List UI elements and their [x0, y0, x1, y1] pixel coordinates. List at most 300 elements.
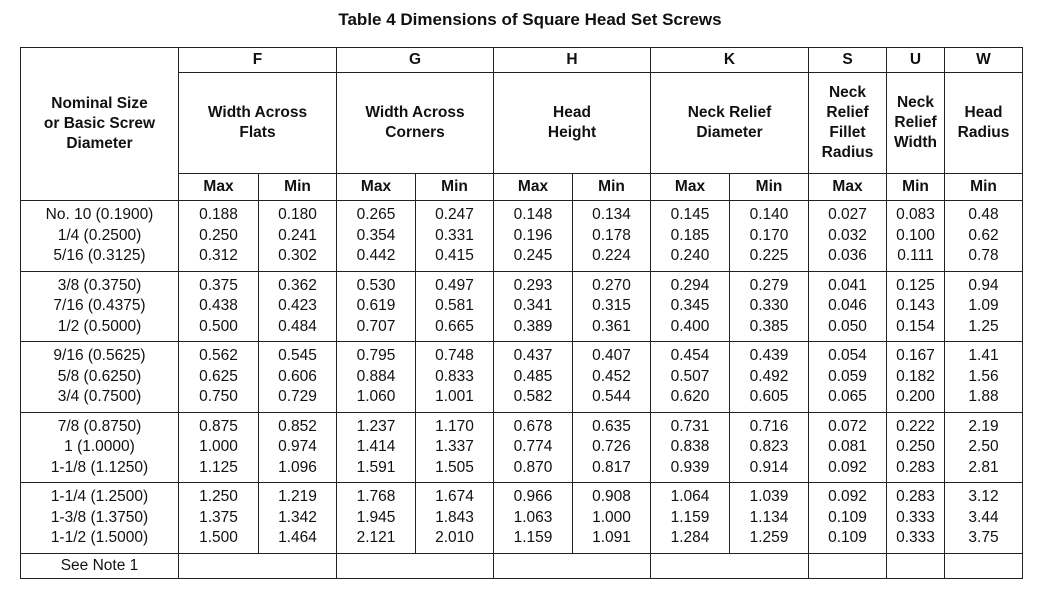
- value-cell: [179, 483, 259, 554]
- column-description-line: Relief: [826, 104, 869, 121]
- table-value: 0.182: [896, 367, 935, 385]
- value-cell: [730, 412, 809, 483]
- table-value: 0.224: [592, 247, 631, 264]
- column-description-k: [651, 73, 809, 174]
- value-cell: [945, 271, 1023, 342]
- table-value: 0.027: [828, 206, 867, 223]
- table-value: 0.562: [199, 347, 238, 364]
- table-value: 0.620: [670, 388, 710, 405]
- column-description-line: Corners: [385, 124, 445, 141]
- table-row-group: [21, 483, 1023, 554]
- note-cell: See Note 1: [21, 553, 179, 578]
- value-cell: [945, 483, 1023, 554]
- table-value: 1.41: [968, 347, 999, 364]
- column-description-line: Height: [547, 124, 597, 141]
- value-cell: [259, 342, 337, 413]
- note-empty-cell: [945, 553, 1023, 578]
- table-value: 1.000: [199, 438, 238, 455]
- value-cell: [494, 201, 573, 272]
- table-value: 0.484: [278, 317, 317, 335]
- table-value: 0.222: [896, 417, 935, 435]
- column-description-line: Neck: [896, 94, 935, 111]
- table-value: 0.196: [513, 226, 553, 244]
- value-cell: [730, 201, 809, 272]
- column-description-line: Neck Relief: [687, 104, 772, 121]
- note-empty-cell: [651, 553, 809, 578]
- table-value: 0.100: [896, 226, 935, 244]
- table-value: 0.497: [435, 276, 474, 294]
- table-value: 0.140: [749, 206, 789, 223]
- table-value: 3.12: [968, 488, 999, 505]
- diameter-header-line: Diameter: [66, 135, 133, 152]
- column-letter-f: F: [179, 48, 337, 73]
- table-value: 0.385: [749, 317, 789, 335]
- column-description-g: [337, 73, 494, 174]
- table-value: 1.375: [199, 508, 238, 526]
- value-cell: [179, 342, 259, 413]
- table-value: 0.625: [199, 367, 238, 385]
- diameter-value: 3/8 (0.3750): [57, 276, 142, 294]
- table-value: 1.125: [199, 458, 238, 476]
- column-f-min-header: Min: [259, 174, 337, 201]
- diameter-cell: [21, 412, 179, 483]
- column-description-line: Relief: [894, 114, 937, 131]
- table-value: 1.170: [435, 417, 474, 435]
- table-value: 1.284: [670, 529, 710, 546]
- table-row-group: [21, 342, 1023, 413]
- table-value: 0.125: [896, 276, 935, 294]
- diameter-value: 5/16 (0.3125): [53, 247, 146, 264]
- table-value: 0.838: [670, 438, 710, 455]
- note-empty-cell: [887, 553, 945, 578]
- table-value: 0.245: [513, 247, 553, 264]
- column-letter-k: K: [651, 48, 809, 73]
- column-description-line: Width Across: [365, 104, 465, 121]
- value-cell: [259, 483, 337, 554]
- value-cell: [730, 342, 809, 413]
- value-cell: [416, 412, 494, 483]
- table-value: 1.843: [435, 508, 474, 526]
- value-cell: [573, 271, 651, 342]
- value-cell: [337, 483, 416, 554]
- table-value: 0.530: [356, 276, 396, 294]
- diameter-value: 1/2 (0.5000): [57, 317, 142, 335]
- table-value: 0.109: [828, 529, 867, 546]
- table-value: 0.678: [513, 417, 553, 435]
- diameter-value: 7/8 (0.8750): [57, 417, 142, 435]
- table-value: 0.050: [828, 317, 867, 335]
- value-cell: [809, 342, 887, 413]
- table-value: 0.665: [435, 317, 474, 335]
- value-cell: [945, 412, 1023, 483]
- diameter-cell: [21, 342, 179, 413]
- value-cell: [809, 412, 887, 483]
- column-k-max-header: Max: [651, 174, 730, 201]
- table-value: 1.342: [278, 508, 317, 526]
- value-cell: [416, 271, 494, 342]
- table-value: 0.362: [278, 276, 317, 294]
- table-value: 1.09: [968, 297, 999, 314]
- table-value: 1.25: [968, 317, 999, 335]
- table-value: 0.62: [968, 226, 999, 244]
- table-value: 0.333: [896, 529, 935, 546]
- table-value: 0.265: [356, 206, 396, 223]
- table-value: 0.823: [749, 438, 789, 455]
- table-value: 1.56: [968, 367, 999, 385]
- table-value: 0.111: [897, 247, 934, 264]
- diameter-header-line: Nominal Size: [51, 95, 148, 112]
- column-f-max-header: Max: [179, 174, 259, 201]
- table-value: 0.302: [278, 247, 317, 264]
- value-cell: [337, 201, 416, 272]
- table-row-group: [21, 271, 1023, 342]
- value-cell: [573, 483, 651, 554]
- column-letter-u: U: [887, 48, 945, 73]
- table-value: 0.092: [828, 458, 867, 476]
- column-k-min-header: Min: [730, 174, 809, 201]
- header-letter-row: [21, 48, 1023, 73]
- table-value: 0.507: [670, 367, 710, 385]
- table-value: 2.010: [435, 529, 474, 546]
- table-value: 0.908: [592, 488, 631, 505]
- table-value: 1.091: [592, 529, 631, 546]
- table-value: 1.88: [968, 388, 999, 405]
- column-h-min-header: Min: [573, 174, 651, 201]
- table-value: 0.442: [356, 247, 396, 264]
- diameter-value: No. 10 (0.1900): [45, 206, 154, 223]
- table-value: 0.240: [670, 247, 710, 264]
- table-value: 0.283: [896, 488, 935, 505]
- table-value: 0.748: [435, 347, 474, 364]
- column-w-min-header: Min: [945, 174, 1023, 201]
- column-description-h: [494, 73, 651, 174]
- diameter-value: 3/4 (0.7500): [57, 388, 142, 405]
- value-cell: [651, 271, 730, 342]
- table-value: 0.361: [592, 317, 631, 335]
- table-value: 0.154: [896, 317, 935, 335]
- table-value: 0.635: [592, 417, 631, 435]
- table-value: 0.94: [968, 276, 999, 294]
- table-value: 0.134: [592, 206, 631, 223]
- column-s-max-header: Max: [809, 174, 887, 201]
- value-cell: [337, 412, 416, 483]
- table-value: 0.375: [199, 276, 238, 294]
- diameter-cell: [21, 271, 179, 342]
- column-h-max-header: Max: [494, 174, 573, 201]
- table-value: 0.178: [592, 226, 631, 244]
- table-value: 1.250: [199, 488, 238, 505]
- table-value: 0.500: [199, 317, 238, 335]
- column-u-min-header: Min: [887, 174, 945, 201]
- value-cell: [809, 271, 887, 342]
- value-cell: [945, 201, 1023, 272]
- table-value: 0.333: [896, 508, 935, 526]
- table-value: 1.096: [278, 458, 317, 476]
- table-value: 0.148: [513, 206, 553, 223]
- table-value: 1.591: [356, 458, 396, 476]
- table-value: 0.279: [749, 276, 789, 294]
- column-description-u: [887, 73, 945, 174]
- table-value: 3.75: [968, 529, 999, 546]
- table-value: 0.939: [670, 458, 710, 476]
- value-cell: [494, 483, 573, 554]
- column-description-line: Width: [894, 134, 937, 151]
- column-description-f: [179, 73, 337, 174]
- value-cell: [179, 412, 259, 483]
- table-value: 0.966: [513, 488, 553, 505]
- table-value: 0.167: [896, 347, 935, 364]
- value-cell: [730, 271, 809, 342]
- table-value: 0.78: [968, 247, 999, 264]
- value-cell: [651, 342, 730, 413]
- table-value: 0.225: [749, 247, 789, 264]
- table-value: 0.726: [592, 438, 631, 455]
- table-value: 0.046: [828, 297, 867, 314]
- value-cell: [416, 342, 494, 413]
- table-value: 0.312: [199, 247, 238, 264]
- table-value: 0.492: [749, 367, 789, 385]
- table-value: 0.315: [592, 297, 631, 314]
- value-cell: [887, 271, 945, 342]
- table-value: 2.50: [968, 438, 999, 455]
- column-letter-g: G: [337, 48, 494, 73]
- table-value: 0.729: [278, 388, 317, 405]
- table-value: 0.250: [896, 438, 935, 455]
- value-cell: [179, 271, 259, 342]
- value-cell: [259, 412, 337, 483]
- table-value: 0.059: [828, 367, 867, 385]
- value-cell: [573, 201, 651, 272]
- table-value: 1.001: [435, 388, 474, 405]
- table-value: 0.072: [828, 417, 867, 435]
- value-cell: [945, 342, 1023, 413]
- value-cell: [651, 201, 730, 272]
- table-value: 0.247: [435, 206, 474, 223]
- column-description-line: Radius: [821, 144, 874, 161]
- column-description-line: Fillet: [829, 124, 866, 141]
- table-value: 0.083: [896, 206, 935, 223]
- table-value: 0.750: [199, 388, 238, 405]
- table-value: 0.407: [592, 347, 631, 364]
- table-value: 1.063: [513, 508, 553, 526]
- table-title: Table 4 Dimensions of Square Head Set Screws: [338, 10, 722, 29]
- column-description-line: Head: [964, 104, 1003, 121]
- diameter-value: 7/16 (0.4375): [53, 297, 146, 314]
- table-value: 1.945: [356, 508, 396, 526]
- table-value: 1.337: [435, 438, 474, 455]
- table-value: 0.036: [828, 247, 867, 264]
- table-value: 0.109: [828, 508, 867, 526]
- table-value: 0.707: [356, 317, 396, 335]
- table-value: 1.464: [278, 529, 317, 546]
- diameter-value: 5/8 (0.6250): [57, 367, 142, 385]
- table-value: 0.250: [199, 226, 238, 244]
- table-value: 0.914: [749, 458, 789, 476]
- table-value: 0.605: [749, 388, 789, 405]
- table-value: 0.283: [896, 458, 935, 476]
- table-value: 0.331: [435, 226, 474, 244]
- table-value: 1.159: [513, 529, 553, 546]
- column-g-max-header: Max: [337, 174, 416, 201]
- diameter-cell: [21, 201, 179, 272]
- column-description-line: Neck: [828, 84, 867, 101]
- table-value: 1.039: [749, 488, 789, 505]
- table-value: 0.454: [670, 347, 710, 364]
- table-value: 0.180: [278, 206, 317, 223]
- table-value: 0.884: [356, 367, 396, 385]
- table-value: 0.875: [199, 417, 238, 435]
- column-letter-w: W: [945, 48, 1023, 73]
- table-value: 1.237: [356, 417, 396, 435]
- column-description-line: Width Across: [207, 104, 308, 121]
- column-description-line: Flats: [239, 124, 276, 141]
- table-value: 1.219: [278, 488, 317, 505]
- table-value: 0.545: [278, 347, 317, 364]
- value-cell: [337, 342, 416, 413]
- table-value: 1.159: [670, 508, 710, 526]
- value-cell: [573, 342, 651, 413]
- table-value: 0.185: [670, 226, 710, 244]
- table-value: 0.795: [356, 347, 396, 364]
- column-letter-h: H: [494, 48, 651, 73]
- table-value: 1.064: [670, 488, 710, 505]
- table-value: 0.452: [592, 367, 631, 385]
- column-description-s: [809, 73, 887, 174]
- value-cell: [809, 483, 887, 554]
- table-value: 1.000: [592, 508, 631, 526]
- table-value: 0.188: [199, 206, 238, 223]
- table-value: 0.774: [513, 438, 553, 455]
- table-value: 0.833: [435, 367, 474, 385]
- table-value: 0.041: [828, 276, 867, 294]
- table-value: 0.582: [513, 388, 553, 405]
- table-value: 0.48: [968, 206, 999, 223]
- table-value: 0.817: [592, 458, 631, 476]
- column-description-line: Radius: [957, 124, 1010, 141]
- table-value: 0.716: [749, 417, 789, 435]
- table-value: 1.674: [435, 488, 474, 505]
- table-value: 0.241: [278, 226, 317, 244]
- table-value: 0.619: [356, 297, 396, 314]
- diameter-value: 9/16 (0.5625): [53, 347, 146, 364]
- table-value: 0.341: [513, 297, 553, 314]
- diameter-value: 1/4 (0.2500): [57, 226, 142, 244]
- value-cell: [887, 201, 945, 272]
- table-value: 1.500: [199, 529, 238, 546]
- diameter-value: 1 (1.0000): [64, 438, 135, 455]
- note-empty-cell: [337, 553, 494, 578]
- table-value: 0.294: [670, 276, 710, 294]
- table-value: 0.389: [513, 317, 553, 335]
- table-row-group: [21, 412, 1023, 483]
- diameter-column-header: [21, 48, 179, 201]
- value-cell: [651, 412, 730, 483]
- table-value: 1.768: [356, 488, 396, 505]
- value-cell: [259, 201, 337, 272]
- table-value: 2.19: [968, 417, 999, 435]
- table-value: 0.143: [896, 297, 935, 314]
- value-cell: [887, 412, 945, 483]
- column-description-line: Diameter: [696, 124, 763, 141]
- table-value: 0.439: [749, 347, 789, 364]
- table-value: 0.065: [828, 388, 867, 405]
- diameter-header-line: or Basic Screw: [43, 115, 156, 132]
- table-value: 0.293: [513, 276, 553, 294]
- table-value: 0.400: [670, 317, 710, 335]
- table-value: 1.505: [435, 458, 474, 476]
- column-description-w: [945, 73, 1023, 174]
- value-cell: [179, 201, 259, 272]
- table-value: 0.054: [828, 347, 867, 364]
- note-empty-cell: [494, 553, 651, 578]
- table-value: 0.081: [828, 438, 867, 455]
- value-cell: [651, 483, 730, 554]
- table-value: 0.345: [670, 297, 710, 314]
- diameter-value: 1-1/4 (1.2500): [50, 488, 149, 505]
- table-value: 1.060: [356, 388, 396, 405]
- value-cell: [416, 483, 494, 554]
- diameter-value: 1-1/2 (1.5000): [50, 529, 149, 546]
- diameter-value: 1-1/8 (1.1250): [50, 458, 149, 476]
- diameter-cell: [21, 483, 179, 554]
- table-value: 0.606: [278, 367, 317, 385]
- table-value: 0.438: [199, 297, 238, 314]
- table-value: 0.145: [670, 206, 710, 223]
- table-value: 0.485: [513, 367, 553, 385]
- table-value: 0.330: [749, 297, 789, 314]
- table-value: 0.437: [513, 347, 553, 364]
- table-value: 0.354: [356, 226, 396, 244]
- column-description-line: Head: [553, 104, 591, 121]
- table-value: 0.974: [278, 438, 317, 455]
- value-cell: [337, 271, 416, 342]
- note-empty-cell: [809, 553, 887, 578]
- table-value: 2.121: [356, 529, 396, 546]
- table-value: 1.259: [749, 529, 789, 546]
- value-cell: [573, 412, 651, 483]
- table-value: 1.414: [356, 438, 396, 455]
- value-cell: [494, 412, 573, 483]
- table-value: 0.731: [670, 417, 710, 435]
- table-value: 0.200: [896, 388, 935, 405]
- diameter-value: 1-3/8 (1.3750): [50, 508, 149, 526]
- note-empty-cell: [179, 553, 337, 578]
- table-value: 0.544: [592, 388, 631, 405]
- table-value: 0.581: [435, 297, 474, 314]
- table-value: 0.092: [828, 488, 867, 505]
- column-g-min-header: Min: [416, 174, 494, 201]
- table-value: 0.852: [278, 417, 317, 435]
- table-value: 0.423: [278, 297, 317, 314]
- table-value: 0.415: [435, 247, 474, 264]
- value-cell: [887, 342, 945, 413]
- value-cell: [259, 271, 337, 342]
- table-value: 0.032: [828, 226, 867, 244]
- table-value: 0.170: [749, 226, 789, 244]
- table-value: 0.870: [513, 458, 553, 476]
- note-row: [21, 553, 1023, 578]
- table-row-group: [21, 201, 1023, 272]
- value-cell: [494, 271, 573, 342]
- table-value: 2.81: [968, 458, 999, 476]
- value-cell: [730, 483, 809, 554]
- dimensions-table: [20, 47, 1023, 579]
- column-letter-s: S: [809, 48, 887, 73]
- value-cell: [416, 201, 494, 272]
- table-value: 0.270: [592, 276, 631, 294]
- value-cell: [809, 201, 887, 272]
- value-cell: [887, 483, 945, 554]
